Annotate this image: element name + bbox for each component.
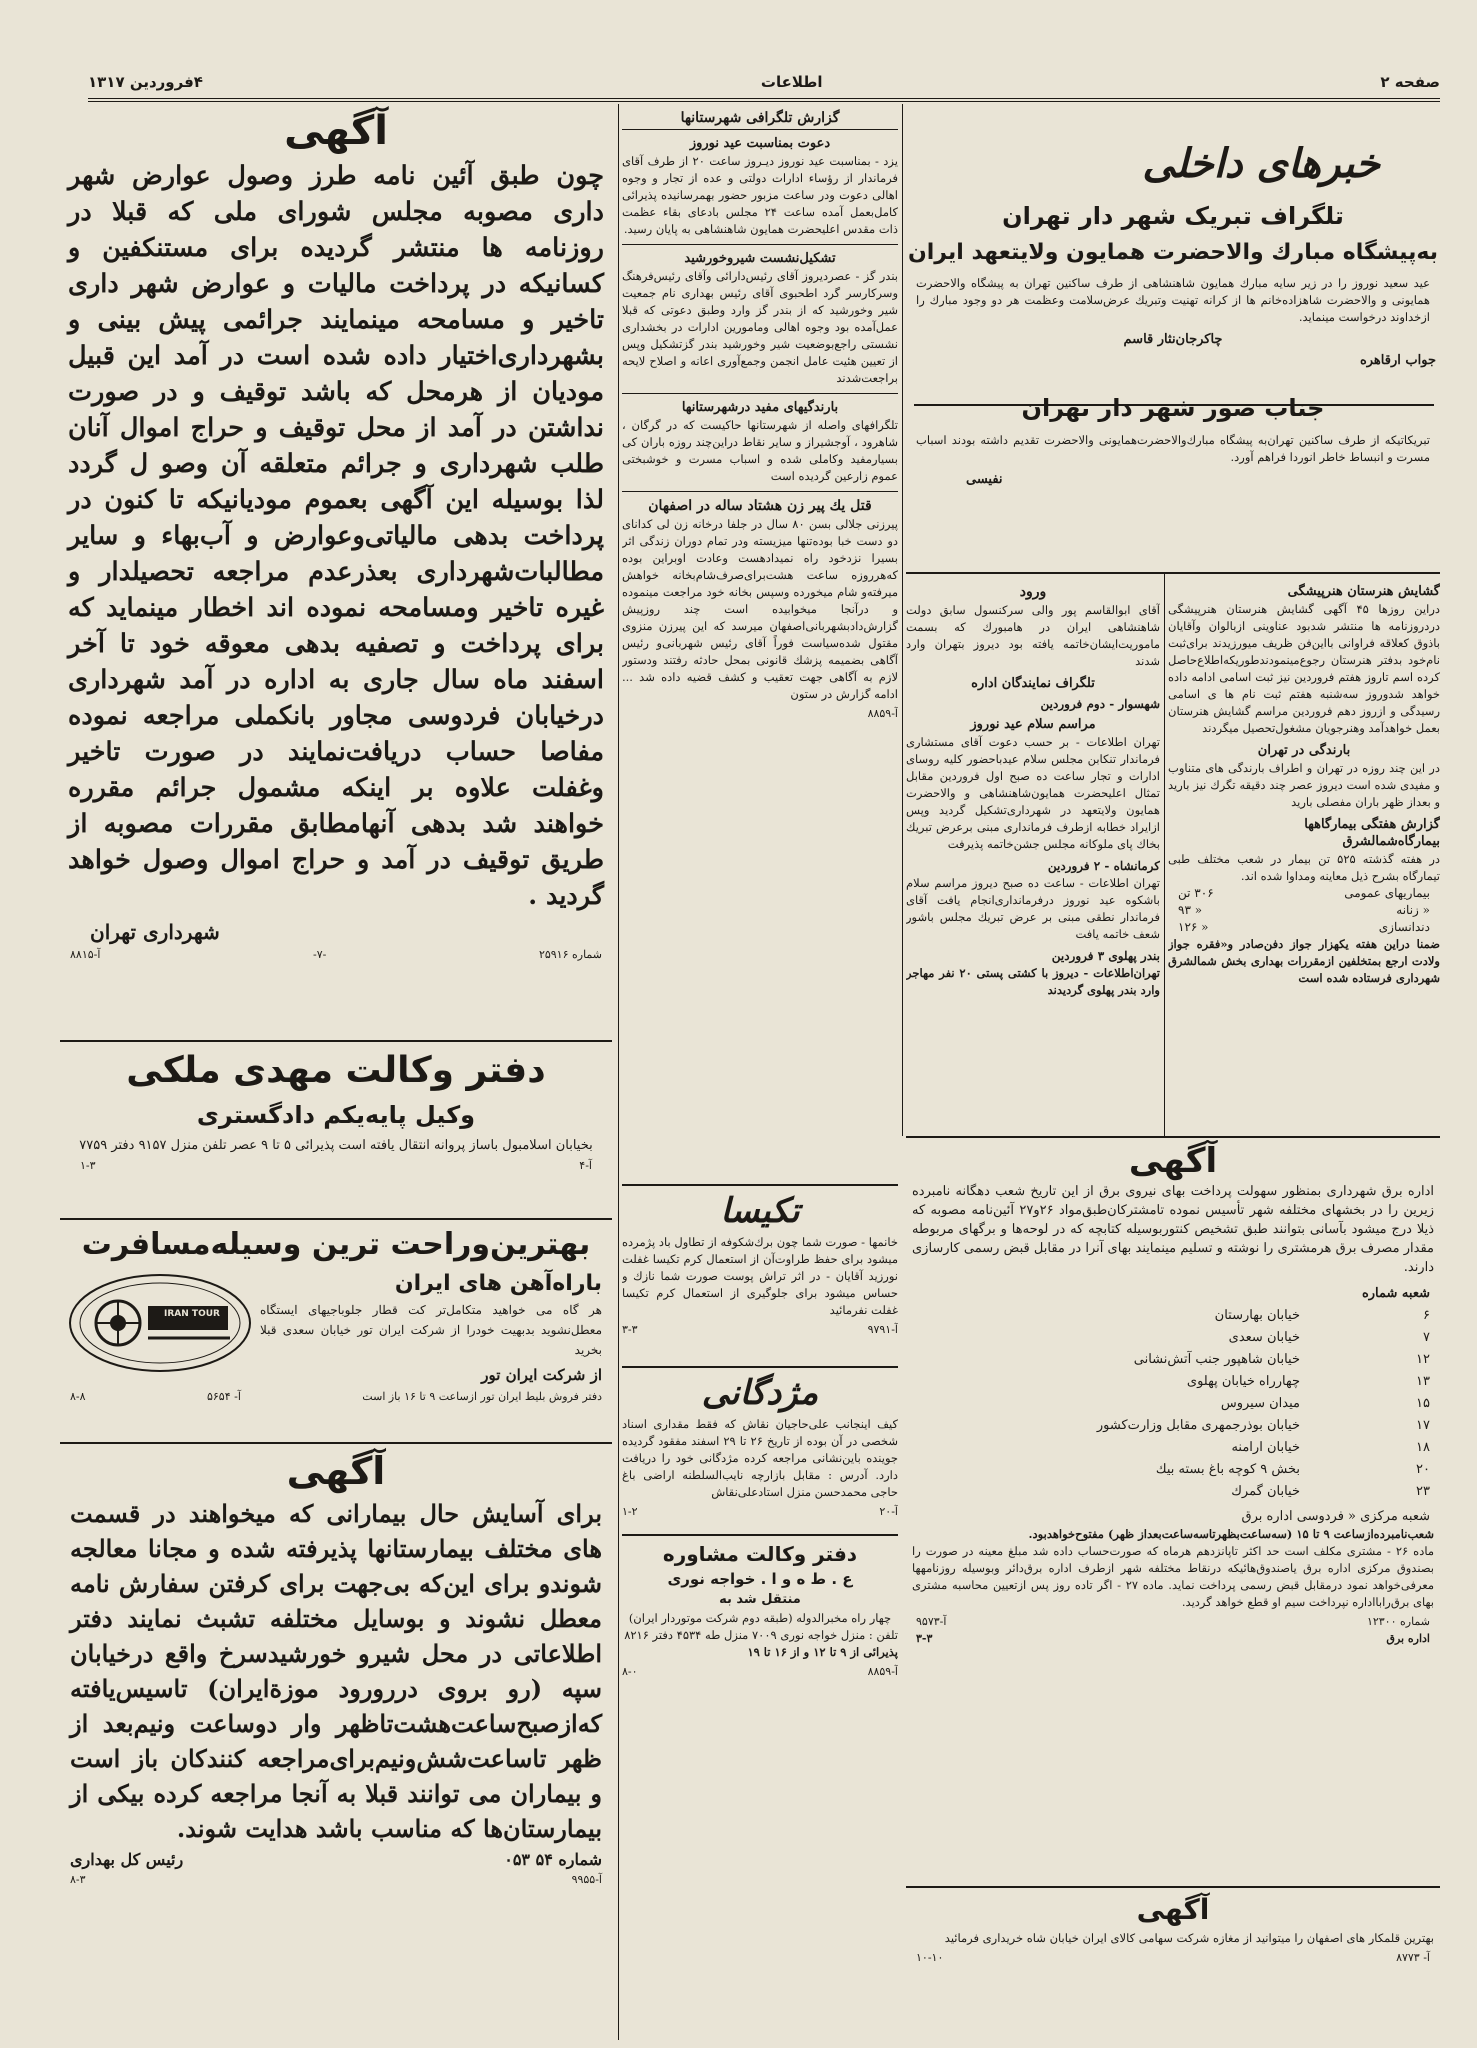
- small-ad-title: آگهی: [1136, 1893, 1210, 1926]
- divider: [906, 1886, 1440, 1888]
- paper-name: اطلاعات: [760, 73, 823, 91]
- travel-title: بهترین‌وراحت ترین وسیله‌مسافرت: [81, 1227, 591, 1262]
- telegrams-column: [906, 578, 1160, 1133]
- yazd-title: دعوت بمناسبت عید نوروز: [689, 136, 831, 151]
- murder-body: پیرزنی جلالی بسن ۸۰ سال در جلفا درخانه زن لی کدانای دو دست خبا بوده‌تنها میزیسته ودر تمام دوران زندگی اثر بسیرا نزدخود راه نمیدادهست وعادت اوبراین بوده که‌هرروزه ساعت هشت‌برای‌صرف‌شام‌بخانه خواهش میرفته‌و شام میخورده وسپس بخانه خود مراجعت مینموده و درآنجا میخوابیده است چند روزپیش گزارش‌داد‌بشهربانی‌اصفهان میرسد که این پیرزن منزوی مقتول شده‌سیاست فوراً آقای رئیس شهربانی‌و رئیس آگاهی بضمیمه پزشك قانونی بمحل حادثه رفتند ودستور لازم به آگاهی جهت تعقیب و کشف قضیه داده شد ... ادامه گزارش در ستون: [622, 517, 898, 701]
- domestic-news-section: [906, 104, 1440, 569]
- lawyer-subtitle: وکیل پایه‌یکم دادگستری: [196, 1101, 476, 1129]
- divider: [914, 404, 1434, 406]
- divider: [60, 1442, 612, 1444]
- hospital-title: گزارش هفتگی بیمارگاهها: [1304, 817, 1440, 832]
- divider: [60, 1040, 612, 1042]
- list-item: ۱۸ خیابان ارامنه: [1231, 1440, 1430, 1455]
- lawyer-footer: آ-۴ ۱-۳: [80, 1159, 592, 1172]
- electricity-ad: [906, 1140, 1440, 1885]
- list-item: ۱۷ خیابان بوذرجمهری مقابل وزارت‌کشور: [1096, 1418, 1430, 1433]
- law-office-ad: [622, 1540, 898, 1770]
- ad-body: اداره برق شهرداری بمنظور سهولت پرداخت بهای نیروی برق از این تاریخ شعب دهگانه نامبرده زیرین را در بخشهای مختلفه شهر تأسیس نموده تامشترکان‌طبق‌مواد ۲۶و۲۷ آئین‌نامه مصوبه که ذیلا درج میشود بآسانی بتوانند طبق تشخیص کنتوربوسیله کتابچه که در لوحه‌ها و برگهای مربوطه مقدار مصرف برق هرمشتری را نوشته و تسلیم مینمایند بهای آنرا در مقابل قبض رسمی کارسازی دارند.: [912, 1184, 1434, 1275]
- reply-signature: نفیسی: [966, 472, 1003, 487]
- divider: [60, 1218, 612, 1220]
- tekisa-footer: آ-۹۷۹۱ ۳-۳: [622, 1323, 898, 1336]
- column-divider: [618, 104, 619, 2040]
- report-title: گزارش تلگرافی شهرستانها: [622, 110, 898, 130]
- travel-content: [60, 1268, 612, 1386]
- telegram-title: تلگراف تبریک شهر دار تهران: [1002, 202, 1344, 230]
- travel-text: [260, 1268, 612, 1386]
- ad-footer: شماره ۱۲۳۰۰ آ-۹۵۷۳: [916, 1615, 1430, 1628]
- kermanshah-body: تهران اطلاعات - ساعت ده صبح دیروز مراسم سلام باشکوه عید نوروز درفرمانداری‌انجام یافت آقای فرماندار نطقی مبنی بر عرض تبریك مجلس باشور شعف خاتمه یافت: [906, 876, 1160, 941]
- law-title: دفتر وکالت مشاوره: [662, 1542, 858, 1566]
- reward-body: کیف اینجانب علی‌حاجیان نقاش که فقط مقداری اسناد شخصی در آن بوده از تاریخ ۲۶ تا ۲۹ اسفند مفقود گردیده جوینده باین‌نشانی مراجعه کرده مژدگانی خود را دریافت دارد. آدرس : مقابل بازارچه نایب‌السلطنه اراضی باغ حاجی محمد‌حسن منزل استادعلی‌نقاش: [622, 1417, 898, 1499]
- health-footer: آ-۹۹۵۵ ۸-۳: [70, 1873, 602, 1886]
- law-name: ع . ط ه و ا . خواجه نوری: [667, 1570, 853, 1588]
- art-school-title: گشایش هنرستان هنرپیشگی: [1287, 584, 1440, 599]
- pahlavi-body: تهران‌اطلاعات - دیروز با کشتی پستی ۲۰ نفر مهاجر وارد بندر پهلوی گردیدند: [906, 966, 1160, 997]
- tekisa-ad: [622, 1188, 898, 1363]
- arrival-title: ورود: [1019, 584, 1047, 600]
- law-hours: پذیرائی از ۹ تا ۱۲ و از ۱۶ تا ۱۹: [747, 1645, 898, 1659]
- small-ad-footer: آ- ۸۷۷۳ ۱۰-۱۰: [916, 1951, 1430, 1964]
- list-item: ۱۲ خیابان شاهپور جنب آتش‌نشانی: [1133, 1352, 1430, 1367]
- dateline: کرمانشاه - ۲ فروردین: [1047, 859, 1160, 873]
- city-news-column: [1168, 578, 1440, 1133]
- divider: [622, 1534, 898, 1536]
- table-row: « زنانه « ۹۳: [1178, 903, 1430, 917]
- divider: [906, 572, 1440, 574]
- table-row: دندانسازی « ۱۲۶: [1178, 920, 1430, 934]
- column-divider: [1164, 574, 1165, 1136]
- table-row: بیماریهای عمومی ۳۰۶ تن: [1178, 886, 1430, 900]
- travel-subtitle: باراه‌آهن های ایران: [394, 1271, 602, 1296]
- divider: [906, 1136, 1440, 1138]
- art-school-body: دراین روزها ۴۵ آگهی گشایش هنرستان هنرپیشگی دردروزنامه ها منتشر شدبود عناوینی ازبالوان وآقایان باذوق کعلاقه فراوانی بااین‌فن ظریف میورزیدند برای‌ثبت نام‌خود بدفتر هنرستان رجوع‌مینمودند‌طوریکه‌اطلاع‌حاصل کرده اسم تاروز هفتم فروردین نیز ثبت اسامی ادامه داده خواهد شدوروز سه‌شنبه هفتم ثبت نام ها ی اسامی رسیدگی و ازروز دهم فروردین مراسم گشایش هنرستان بعمل خواهدآمد وهنرجویان مشغول‌تحصیل میگردند: [1168, 602, 1440, 735]
- hospital-body: در هفته گذشته ۵۲۵ تن بیمار در شعب مختلف طبی تیمارگاه بشرح ذیل معاینه ومداوا شده اند.: [1168, 852, 1440, 883]
- murder-footer: آ-۸۸۵۹: [867, 707, 898, 720]
- milk-title: تشکیل‌نشست شیروخورشید: [622, 244, 898, 266]
- travel-body: هر گاه می خواهید متکامل‌تر کت قطار جلوباجیهای ایستگاه معطل‌نشوید بدبهیت خودرا از شرکت ایران تور خیابان سعدی قبلا بخرید: [260, 1303, 602, 1357]
- health-signer-row: شماره ۵۴ ۰۵۳ رئیس کل بهداری: [70, 1850, 602, 1869]
- ad-footer: اداره برق ۳-۳: [916, 1632, 1430, 1645]
- list-item: ۷ خیابان سعدی: [1228, 1330, 1430, 1345]
- rain-title: بارندگی در تهران: [1257, 743, 1351, 758]
- rain2-title: بارندگیهای مفید درشهرستانها: [622, 393, 898, 415]
- lawyer-title: دفتر وکالت مهدی ملکی: [126, 1050, 546, 1091]
- list-item: ۱۳ چهارراه خیابان پهلوی: [1186, 1374, 1430, 1389]
- train-icon: [60, 1268, 260, 1378]
- ad-rules: ماده ۲۶ - مشتری مکلف است حد اکثر تاپانزدهم هرماه که صورت‌حساب داده شد مبلغ معینه در صورت را بصندوق مرکزی اداره برق یا‌صندوق‌هائیکه درنقاط مختلفه شهر ازطرف اداره برق‌دائر وبوسیله روزنامهها معرفی‌خواهد نمود درمقابل قبض رسمی پرداخت نماید. ماده ۲۷ - اگر تاده روز پس ازتعیین محاسبه مشتری بهای برق‌رابااداره نپرداخت سیم او قطع خواهد گردید.: [912, 1544, 1434, 1609]
- ad-title: آگهی: [1128, 1141, 1218, 1181]
- header-rule: [88, 98, 1440, 102]
- rain-body: در این چند روزه در تهران و اطراف بارندگی های متناوب و مفیدی شده است دیروز عصر چند دقیقه تگرك نیز بارید و بعداز ظهر باران مفصلی بارید: [1168, 761, 1440, 809]
- carpet-ad: [906, 1890, 1440, 1990]
- provinces-column: [622, 104, 898, 1180]
- dateline: بندر پهلوی ۳ فروردین: [1051, 949, 1160, 963]
- central-branch: شعبه مرکزی « فردوسی اداره برق: [1241, 1509, 1430, 1524]
- column-divider: [902, 104, 903, 1136]
- health-body: برای آسایش حال بیمارانی که میخواهند در قسمت های مختلف بیمارستانها پذیرفته شده و مجانا معالجه شوندو برای این‌که بی‌جهت برای کرفتن سفارش نامه معطل نشوند و بوسایل مختلفه تشبث نمایند دفتر اطلاعاتی در محل شیرو خورشیدسرخ واقع درخیابان سپه (رو بروی دررورود موزة‌ایران) تاسیس‌یافته که‌ازصبح‌ساعت‌هشت‌تاظهر وار دوساعت ونیم‌بعد از ظهر تاساعت‌شش‌ونیم‌برای‌مراجعه کنندکان باز است و بیماران می توانند قبلا به آنجا مراجعه کرده بیکی از بیمارستان‌ها که مناسب باشد هدایت شوند.: [70, 1499, 602, 1843]
- law-footer: آ-۸۸۵۹ ۸-۰: [622, 1665, 898, 1678]
- health-title: آگهی: [286, 1449, 386, 1493]
- ad-signer: شهرداری تهران: [90, 920, 220, 944]
- reply-body: تبریکاتیکه از طرف ساکنین تهران‌به پیشگاه مبارك‌والاحضرت‌همایونی والاحضرت تقدیم داشته بودند اسباب مسرت و انبساط خاطر انوردا فراهم آورد.: [916, 433, 1430, 464]
- yazd-body: یزد - بمناسبت عید نوروز دیـروز ساعت ۲۰ از طرف آقای فرماندار از رؤساء ادارات دولتی و عده از تجار و وجوه اهالی دعوت ودر ساعت مزبور حضور بهمرسانیده پذیرائی کامل‌بعمل آمده ساعت ۲۴ مجلس بادعای بقاء عظمت ذات مقدس اعلیحضرت همایون شاهنشاهی به پایان رسید.: [622, 154, 898, 236]
- ad-title: آگهی: [284, 108, 388, 154]
- branch-list: [906, 1305, 1440, 1503]
- reply-title: جناب صور شهر دار تهران: [1021, 394, 1325, 422]
- law-address: چهار راه مخبرالدوله (طبقه دوم شرکت موتوردار ایران): [628, 1611, 892, 1625]
- logo-text: IRAN TOUR: [164, 1309, 220, 1319]
- list-item: ۲۳ خیابان گمرك: [1231, 1484, 1430, 1499]
- hospital-table: [1168, 885, 1440, 936]
- small-ad-body: بهترین قلمکار های اصفهان را میتوانید از مغازه شرکت سهامی کالای ایران خیابان شاه خریداری فرمائید: [944, 1931, 1434, 1945]
- law-phone: تلفن : منزل خواجه نوری ۷۰۰۹ منزل طه ۴۵۳۴ دفتر ۸۲۱۶: [624, 1628, 898, 1642]
- tekisa-title: تکیسا: [720, 1191, 800, 1231]
- page-header: [88, 68, 1440, 96]
- law-moved: منتقل شد به: [719, 1592, 801, 1607]
- hospital-subtitle: بیمارگاه‌شمالشرق: [1342, 834, 1440, 849]
- tekisa-body: خانمها - صورت شما چون برك‌شکوفه از تطاول باد پژمرده میشود برای حفظ طراوت‌آن از استعمال کرم تکیسا غفلت نورزید آقایان - در اثر تراش پوست صورت شما نازك و حساس میشود برای جلوگیری از استعمال کرم تکیسا غفلت نفرمائید: [622, 1235, 898, 1317]
- telegram-subtitle: به‌پیشگاه مبارك والاحضرت همایون ولایتعهد ایران: [907, 240, 1439, 265]
- ad-footer: شماره ۲۵۹۱۶ -۷- آ-۸۸۱۵: [70, 948, 602, 961]
- reward-footer: آ-۲۰ ۱-۲: [622, 1505, 898, 1518]
- lawyer-ad: [60, 1044, 612, 1214]
- divider: [622, 1366, 898, 1368]
- municipality-ad: [60, 104, 612, 1036]
- telegram-section-title: تلگراف نمایندگان اداره: [971, 676, 1095, 691]
- reply-label: جواب ارقاهره: [1359, 353, 1436, 368]
- health-ad: [60, 1446, 612, 1996]
- telegram-signature: چاکرجان‌نثار قاسم: [1123, 332, 1223, 347]
- reward-title: مژدگانی: [701, 1373, 819, 1413]
- train-logo: [60, 1268, 260, 1378]
- list-item: ۶ خیابان بهارستان: [1214, 1308, 1430, 1323]
- ad-body: چون طبق آئین نامه طرز وصول عوارض شهر داری مصوبه مجلس شورای ملی که قبلا در روزنامه ها منتشر گردیده برای مستنکفین و کسانیکه در پرداخت مالیات و عوارض شهر داری تاخیر و مسامحه مینمایند جرائمی پیش بینی و بشهرداری‌اختیار داده شده است در آمد این قبیل مودیان از هرمحل که باشد توقیف و در صورت نداشتن در آمد از محل توقیف و حراج اموال آنان طلب شهرداری و جرائم متعلقه آن وصو ل گردد لذا بوسیله این آگهی بعموم مودیانیکه تا کنون در پرداخت بدهی مالیاتی‌وعوارض و آب‌بهاء و سایر مطالبات‌شهرداری بعذر‌عدم مراجعه تحصیلدار و غیره تاخیر ومسامحه نموده اند اخطار مینماید که برای پرداخت و تصفیه بدهی معوقه خود تا آخر اسفند ماه سال جاری به اداره در آمد شهرداری درخیابان فردوسی مجاور بانکملی مراجعه نموده مفاصا حساب دریافت‌نمایند در صورت تاخیر وغفلت علاوه بر اینکه مشمول جرائم مقرره خواهند شد بدهی آنهامطابق مقررات مصوبه از طریق توقیف در آمد و حراج اموال وصول خواهد گردید .: [68, 161, 604, 911]
- branch-hours: شعب‌نامبرده‌ازساعت ۹ تا ۱۵ (سه‌ساعت‌بظهر‌تاسه‌ساعت‌بعداز ظهر) مفتوح‌خواهدبود.: [1028, 1527, 1434, 1541]
- travel-company: از شرکت ایران تور: [481, 1366, 602, 1384]
- travel-footer: دفتر فروش بلیط ایران تور ازساعت ۹ تا ۱۶ باز است آ- ۵۶۵۴ ۸-۸: [70, 1390, 602, 1403]
- murder-title: قتل یك پیر زن هشتاد ساله در اصفهان: [622, 491, 898, 514]
- dateline: شهسوار - دوم فروردین: [1040, 697, 1160, 711]
- rain2-body: تلگرافهای واصله از شهرستانها حاکیست که در گرگان ، شاهرود ، آوجشیراز و سایر نقاط دراین‌چند روزه باران کی بسیارمفید وکاملی شده و اسباب مسرت و خوشبختی عموم زارعین گردیده است: [622, 418, 898, 483]
- hospital-note: ضمنا دراین هفته یکهزار جواز دفن‌صادر و«فقره جواز ولادت ارجع بمتخلفین ازمقررات بهداری بخش شمالشرق شهرداری فرستاده شده است: [1168, 937, 1440, 985]
- nowruz-body: تهران اطلاعات - بر حسب دعوت آقای مستشاری فرماندار تنکابن مجلس سلام عید‌باحضور کلیه روسای ادارات و تجار ساعت ده صبح اول فروردین مقابل تمثال اعلیحضرت همایون‌شاهنشاهی و والاحضرت همایون ولایتعهد در شهرداری‌تشکیل گردید وپس ازایراد خطابه ازطرف فرمانداری مبنی برعرض تبریك بخاك پای ملوکانه مجلس جشن‌خاتمه پذیرفت: [906, 735, 1160, 851]
- branch-header: شعبه شماره: [1361, 1286, 1430, 1301]
- page-label: صفحه ۲: [1380, 73, 1440, 91]
- list-item: ۱۵ میدان سیروس: [1220, 1396, 1430, 1411]
- telegram-body: عید سعید نوروز را در زیر سایه مبارك همایون شاهنشاهی از طرف ساکنین تهران به پیشگاه والاحضرت همایونی و والاحضرت شاهزاده‌خانم ها از کرانه تهنیت وتبریك عرض‌سلامت وعظمت هر دو وجود مبارك را ازخداوند درخواست مینماید.: [916, 276, 1430, 324]
- milk-body: بندر گز - عصردیروز آقای رئیس‌دارائی وآقای رئیس‌فرهنگ وسرکارسر گرد اطحبوی آقای رئیس بهداری نام جمعیت شیر وخورشید که از بندر گز وارد وطبق دعوتی که قبلا عمل‌آمده بود وجوه اهالی ومامورین ادارات در بخشداری نشستی راجع‌بوضعیت شیر وخورشید بندر گزتشکیل وپس از تعیین هئیت عامل انجمن وجمع‌آوری اعانه و اصلاح لایحه براجعت‌شدند: [622, 269, 898, 385]
- travel-ad: [60, 1222, 612, 1438]
- list-item: ۲۰ بخش ۹ کوچه باغ بسته بیك: [1155, 1462, 1430, 1477]
- issue-date: ۴فروردین ۱۳۱۷: [88, 73, 203, 91]
- divider: [622, 1184, 898, 1186]
- arrival-body: آقای ابوالقاسم پور والی سرکنسول سابق دولت شاهنشاهی ایران در هامبورك که بسمت ماموریت‌ایشان‌خاتمه یافته بود دیروز بتهران وارد شدند: [906, 603, 1160, 668]
- reward-ad: [622, 1370, 898, 1530]
- nowruz-title: مراسم سلام عید نوروز: [970, 717, 1096, 732]
- section-title: خبرهای داخلی: [1142, 140, 1380, 187]
- lawyer-body: بخیابان اسلامبول باساز پروانه انتقال یافته است پذیرائی ۵ تا ۹ عصر تلفن منزل ۹۱۵۷ دفتر ۷۷۵۹: [79, 1138, 593, 1153]
